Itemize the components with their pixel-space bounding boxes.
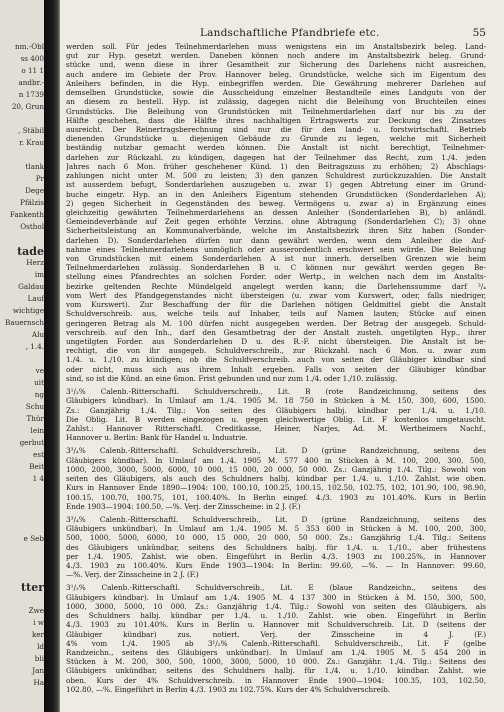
left-page-text-fragment: i w: [33, 618, 44, 627]
text-line: nahme eines Teilnehmerdarlehens unmöglich oder ausserordentlich erschwert sein würde. Die Beleihung: [66, 244, 486, 254]
book-gutter: [44, 0, 60, 712]
text-line: des Schuldners halbj. kündbar per 1./4. u. 1./10. Zahlst. wie oben. Eingeführt in Berlin: [66, 611, 486, 621]
text-line: Zs.: Ganzjährig 1./4. Tilg.: Von seiten des Gläubigers halbj. kündbar per 1./4. u. 1./10.: [66, 405, 486, 415]
text-line: 4./3. 1903 zu 100.40%. Kurs Ende 1903—1904: In Berlin: 99.60, —%. — In Hannover: 99.60,: [66, 561, 486, 571]
text-line: Ende 1903—1904: 100.50, —%. Verj. der Zinsscheine: in 2 J. (F.): [66, 501, 301, 511]
text-line: Gläubigers unkündbar). In Umlauf am 1./4. 1905 M. 5 353 600 in Stücken à M. 100, 200, 300,: [66, 524, 486, 534]
left-page-text-fragment: im: [34, 270, 44, 279]
text-line: Sicherheitsleistung an Kommunalverbände, welche im Anstaltsbezirk ihren Sitz haben (Sonder-: [66, 226, 486, 236]
left-page-text-fragment: n 1739: [18, 90, 44, 99]
left-page-text-fragment: ker: [31, 630, 44, 639]
running-title: Landschaftliche Pfandbriefe etc.: [200, 27, 380, 39]
left-page-text-fragment: Lauf: [27, 294, 44, 303]
left-page-text-fragment: Schu: [25, 402, 44, 411]
text-line: gut zur Hyp. gesetzt werden. Daneben können noch andere im Anstaltsbezirk beleg. Grund-: [66, 51, 486, 61]
text-line: bezirke geltenden Rechte Mündelgeld angelegt werden kann; die Darlehenssumme darf ³/₄: [66, 281, 486, 291]
text-line: stücke und, wenn diese in ihrer Gesamtheit zur Sicherung des Darlehens nicht ausreichen,: [66, 60, 486, 70]
left-page-text-fragment: Alu: [31, 330, 44, 339]
text-line: Gemeindeverbände auf Zeit gegen erhöhte Verzins. ohne Abtragung (Sonderdarlehen C); 3) ohne: [66, 217, 486, 227]
text-line: Gläubigers unkündbar, seitens des Schuldners halbj. für 1./4. u. 1./10. kündbar. Zahlst. wie: [66, 666, 486, 676]
left-page-text-fragment: Galdau: [18, 282, 44, 291]
left-page-text-fragment: nm.-Obl: [15, 42, 44, 51]
text-line: darlehen zur Rückzahl. zu kündigen, dagegen hat der Teilnehmer das Recht, zum 1./4. jeden: [66, 152, 486, 162]
text-line: stellung eines Pfandrechtes an solchen Forder. oder Wertp., in welchen nach dem im Anstalts-: [66, 272, 486, 282]
left-page-text-fragment: Ha: [33, 678, 44, 687]
text-line: 500, 1000, 5000, 6000, 10 000, 15 000, 20 000, 50 000. Zs.: Ganzjährig 1./4. Tilg.: Seitens: [66, 533, 486, 543]
left-page-text-fragment: 20, Grun: [11, 102, 44, 111]
text-line: Zahlst.: Hannover Ritterschaftl. Creditkasse, Heiner, Narjes, Ad. M. Wertheimers Nachf.,: [66, 423, 486, 433]
text-line: ausreicht. Der Reinertragsberechnung sind nur die für den land- u. forstwirtschaftl. Betrieb: [66, 124, 486, 134]
left-page-text-fragment: uit: [34, 378, 44, 387]
text-line: dienenden Grundstücke u. diejenigen Gebäude zu Grunde zu legen, welche mit Sicherheit: [66, 134, 486, 144]
text-line: seiten des Gläubigers, als auch des Schuldners halbj. kündbar per 1./4. u. 1./10. Zahlst. wie oben.: [66, 474, 486, 484]
text-line: demselben Grundstücke, sowie die Ausscheidung einzelner Bestandteile eines Landguts von der: [66, 88, 486, 98]
bond-entry-heading-line: 3¹/₂% Calenb.-Ritterschaftl. Schuldverschreib., Lit. B (rote Randzeichnung, seitens des: [66, 387, 486, 397]
text-line: auch andere im Gebiete der Prov. Hannover beleg. Grundstücke, welche sich im Eigentum des: [66, 69, 486, 79]
left-page-fragment: [0, 0, 44, 712]
left-page-text-fragment: , Stäbil: [18, 126, 44, 135]
text-line: Hannover u. Berlin: Bank für Handel u. Industrie.: [66, 433, 248, 443]
text-line: Gläubigers kündbar). In Umlauf am 1./4. 1905 M. 4 137 300 in Stücken à M. 150, 300, 500,: [66, 592, 486, 602]
text-line: zahlungen nicht unter M. 500 zu leisten; 3) den ganzen Schuldrest zurückzuzahlen. Die Anstalt: [66, 171, 486, 181]
left-page-text-fragment: ld: [37, 642, 44, 651]
left-page-text-fragment: tade: [17, 246, 44, 258]
left-page-text-fragment: Beit: [29, 462, 44, 471]
left-page-text-fragment: Zwe: [28, 606, 44, 615]
left-page-text-fragment: lein: [30, 426, 44, 435]
left-page-text-fragment: Pr: [35, 174, 44, 183]
bond-entry-heading-line: 3¹/₂% Calenb.-Ritterschaftl. Schuldverschreib., Lit. E (blaue Randzeichn., seitens des: [66, 583, 486, 593]
text-line: Schuldverschreib. aus, welche teils auf Inhaber, teils auf Namen lauten; Stücke auf einen: [66, 309, 486, 319]
text-line: 100.15, 100.70, 100.75, 101, 100.40%. In Berlin eingef. 4./3. 1903 zu 101.40%. Kurs in Berlin: [66, 492, 486, 502]
bond-entry-heading-line: 3³/₄% Calenb.-Ritterschaftl. Schuldverschreib., Lit. D (grüne Randzeichnung, seitens des: [66, 514, 486, 524]
right-page: [60, 0, 504, 712]
text-line: Kurs in Hannover Ende 1890—1904: 100, 100.10, 100.25, 100.15, 102.50, 102.75, 102, 101.90, 100, 98.90,: [66, 483, 486, 493]
text-line: des Gläubigers unkündbar, seitens des Schuldners halbj. für 1./4. u. 1./10., aber frühestens: [66, 542, 486, 552]
text-line: 1000, 2000, 3000, 5000, 6000, 10 000, 15 000, 20 000, 50 000. Zs.: Ganzjährig 1./4. Tilg.: Sowohl von: [66, 464, 486, 474]
text-line: oder nicht, muss sich aus ihrem Inhalt ergeben. Falls von seiten der Gläubiger kündbar: [66, 364, 486, 374]
left-page-text-fragment: ng: [34, 390, 44, 399]
text-line: darlehen D). Sonderdarlehen dürfen nur dann gewährt werden, wenn dem Anleiher die Auf-: [66, 235, 486, 245]
text-line: Randzeichn., seitens des Gläubigers unkündbar). In Umlauf am 1./4. 1905 M. 5 454 200 in: [66, 648, 486, 657]
text-line: oben. Kurs der 4% Schuldverschreib. in Hannover Ende 1900—1904: 100.35, 103, 102.50,: [66, 675, 486, 685]
left-page-text-fragment: tter: [21, 582, 44, 594]
text-line: Jahres nach 6 Mon. früher geschehener Künd. 1) den Beitragszuss zu erhöhen; 2) Abschlags-: [66, 161, 486, 171]
left-page-text-fragment: wichtige: [12, 306, 44, 315]
text-line: Teilnehmerdarlehen zulässig. Sonderdarlehen B u. C können nur gewährt werden gegen Be-: [66, 263, 486, 273]
text-line: Anleihers befinden, in die Hyp. einbegriffen werden. Die Gewährung mehrerer Darlehen auf: [66, 78, 486, 88]
text-line: Stücken à M. 200, 300, 500, 1000, 3000, 5000, 10 000. Zs.: Ganzjähr. 1./4. Tilg.: Seitens des: [66, 657, 486, 667]
left-page-text-fragment: Pfälzis: [20, 198, 44, 207]
left-page-text-fragment: ss 400: [20, 54, 44, 63]
text-line: an diesem zu bestell. Hyp. ist zulässig, dagegen nicht die Beleihung von Bruchteilen eines: [66, 97, 486, 107]
text-line: 2) gegen Sicherheit in Gegenständen des beweg. Vermögens u. zwar a) in Ergänzung eines: [66, 198, 486, 208]
bond-entry-heading-line: 3³/₄% Calenb.-Ritterschaftl. Schuldverschreib., Lit. D (grüne Randzeichnung, seitens des: [66, 446, 486, 456]
text-line: rechtigt, die von ihr ausgegeb. Schuldverschreib., zur Rückzahl. nach 6 Mon. u. zwar zum: [66, 346, 486, 356]
left-page-text-fragment: bli: [34, 654, 44, 663]
text-line: Grundstücks. Die Beleihung von Grundstücken mit Teilnehmerdarlehen darf nur bis zu der: [66, 106, 486, 116]
text-line: 1000, 3000, 5000, 10 000. Zs.: Ganzjährig 1./4. Tilg.: Sowohl von seiten des Gläubigers, als: [66, 601, 486, 611]
text-line: per 1./4. 1905. Zahlst. wie oben. Eingeführt in Berlin 4./3. 1903 zu 100.25%, in Hannover: [66, 551, 486, 561]
left-page-text-fragment: Jan: [32, 666, 44, 675]
page-header: [60, 27, 490, 41]
left-page-text-fragment: Thür: [26, 414, 44, 423]
left-page-text-fragment: Osthol: [20, 222, 44, 231]
text-line: vom Wert des Pfandgegenstandes nicht übersteigen (u. zwar vom Kurswert, oder, falls niedriger,: [66, 290, 486, 300]
left-page-text-fragment: Bauernsch: [5, 318, 44, 327]
left-page-text-fragment: o 11 1: [21, 66, 44, 75]
text-line: vom Kurswert). Zur Beschaffung der für die Darlehen nötigen Geldmittel giebt die Anstalt: [66, 300, 486, 310]
left-page-text-fragment: Herz: [26, 258, 44, 267]
text-line: 4./3. 1903 zu 101.40%. Kurs in Berlin u. Hannover mit Schuldverschreib. Lit. D (seitens der: [66, 620, 486, 630]
text-line: gleichzeitig gewährten Teilnehmerdarlehens an dessen Anleiher (Sonderdarlehen B), b) anländl.: [66, 207, 486, 217]
text-line: beständig nutzbar gemacht werden können. Die Anstalt ist nicht berechtigt, Teilnehmer-: [66, 143, 486, 153]
left-page-text-fragment: Fankenth: [9, 210, 44, 219]
bond-entry-heading-line: 4% vom 1./4. 1905 ab 3¹/₂% Calenb.-Ritterschaftl. Schuldverschreib., Lit. F (gelbe: [66, 638, 486, 648]
text-line: Hälfte geschehen, dass die Hälfte ihres nachhaltigen Ertragswerts zur Deckung des Zinsatzes: [66, 115, 486, 125]
text-line: 102.80, —%. Eingeführt in Berlin 4./3. 1903 zu 102.75%. Kurs der 4% Schuldverschreib.: [66, 684, 391, 694]
text-line: Gläubiger kündbar) zus. notiert. Verj. der Zinsscheine in 4 J. (F.): [66, 629, 486, 639]
text-line: von Grundstücken mit einem Sonderdarlehen A ist nur innerh. derselben Grenzen wie beim: [66, 254, 486, 264]
body-text: [66, 42, 486, 694]
text-line: sind, so ist die Künd. an eine 6mon. Frist gebunden und nur zum 1./4. oder 1./10. zulässig.: [66, 373, 398, 383]
left-page-text-fragment: ve: [35, 366, 44, 375]
text-line: ist ausserdem befugt, Sonderdarlehen auszugeben u. zwar 1) gegen Abtretung einer im Grund-: [66, 180, 486, 190]
left-page-text-fragment: gerbut: [19, 438, 44, 447]
left-page-text-fragment: est: [33, 450, 44, 459]
left-page-text-fragment: , 1.4.: [25, 342, 44, 351]
left-page-text-fragment: andbr.-: [18, 78, 44, 87]
left-page-text-fragment: r. Krau: [19, 138, 44, 147]
text-line: verschreib. auf den Inh., darf den Gesamtbetrag der der Anstalt zusteh. ungetilgten Hyp., ihrer: [66, 327, 486, 337]
text-line: Die Oblig. Lit. B werden eingezogen u. gegen gleichwertige Oblig. Lit. F kostenlos umgetauscht.: [66, 414, 486, 424]
text-line: Gläubigers kündbar). In Umlauf am 1./4. 1905 M. 18 750 in Stücken à M. 150, 300, 600, 1500.: [66, 396, 486, 406]
text-line: —%. Verj. der Zinsscheine in 2 J. (F.): [66, 570, 199, 580]
page-number: 55: [472, 27, 486, 39]
left-page-text-fragment: tlank: [25, 162, 44, 171]
left-page-text-fragment: e Seb: [23, 534, 44, 543]
text-line: werden soll. Für jedes Teilnehmerdarlehen muss wenigstens ein im Anstaltsbezirk beleg. Land-: [66, 42, 486, 51]
text-line: Gläubigers kündbar). In Umlauf am 1./4. 1905 M. 577 400 in Stücken à M. 100, 200, 300, 500,: [66, 455, 486, 465]
left-page-text-fragment: 1 4: [32, 474, 44, 483]
text-line: buche eingetr. Hyp. an in den Anleihers Eigentum stehenden Grundstücken (Sonderdarlehen A);: [66, 189, 486, 199]
left-page-text-fragment: Dege: [25, 186, 44, 195]
text-line: ungetilgten Forder. aus Sonderdarlehen D u. des R.-F. nicht übersteigen. Die Anstalt ist be-: [66, 337, 486, 346]
text-line: 1./4. u. 1./10. zu kündigen; ob die Schuldverschreib. auch von seiten der Gläubiger kündbar sind: [66, 355, 486, 365]
text-line: geringeren Betrag als M. 100 dürfen nicht ausgegeben werden. Der Betrag der ausgegeb. Schuld-: [66, 318, 486, 328]
